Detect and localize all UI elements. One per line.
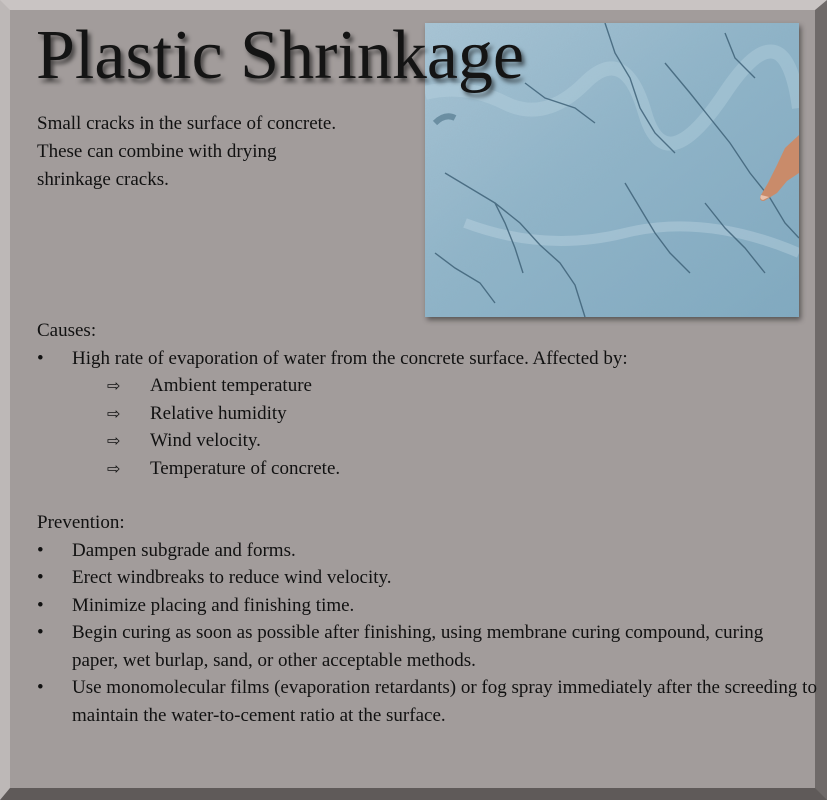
slide-title: Plastic Shrinkage [36, 17, 524, 94]
causes-heading: Causes: [37, 320, 97, 341]
bullet-icon: • [37, 347, 44, 369]
arrow-icon: ⇨ [107, 403, 121, 423]
prevention-item-text: Erect windbreaks to reduce wind velocity. [72, 567, 392, 588]
arrow-icon: ⇨ [107, 458, 121, 478]
prevention-section [37, 509, 817, 729]
causes-bullet-text: High rate of evaporation of water from the concrete surface. Affected by: [72, 347, 628, 369]
prevention-item-text: Minimize placing and finishing time. [72, 594, 355, 616]
bullet-icon: • [37, 677, 44, 698]
causes-bullet [37, 345, 817, 373]
prevention-item-text: Use monomolecular films (evaporation retardants) or fog spray immediately after the screeding to maintain the water-to-cement ratio at the surface. [72, 677, 817, 726]
factor-text: Ambient temperature [150, 375, 312, 396]
prevention-item [37, 537, 817, 565]
causes-section [37, 317, 817, 482]
intro-line: shrinkage cracks. [37, 169, 169, 190]
bullet-icon: • [37, 622, 44, 643]
intro-line: Small cracks in the surface of concrete. [37, 113, 337, 134]
factor-text: Wind velocity. [150, 430, 261, 451]
bullet-icon: • [37, 539, 44, 561]
arrow-icon: ⇨ [107, 431, 121, 450]
factor-item [37, 455, 817, 483]
prevention-item [37, 619, 772, 674]
prevention-heading: Prevention: [37, 512, 125, 533]
bullet-icon: • [37, 567, 44, 588]
prevention-item [37, 592, 817, 620]
arrow-icon: ⇨ [107, 376, 121, 395]
prevention-item [37, 674, 817, 729]
intro-line: These can combine with drying [37, 141, 277, 162]
bullet-icon: • [37, 594, 44, 616]
intro-text [37, 110, 407, 194]
factor-text: Relative humidity [150, 402, 287, 424]
factor-item [37, 427, 817, 455]
prevention-item-text: Dampen subgrade and forms. [72, 539, 296, 561]
prevention-item-text: Begin curing as soon as possible after finishing, using membrane curing compound, curing paper, wet burlap, sand, or other acceptable methods. [72, 622, 764, 671]
factor-text: Temperature of concrete. [150, 457, 341, 479]
factor-item [37, 400, 817, 428]
factor-item [37, 372, 817, 400]
prevention-item [37, 564, 817, 592]
